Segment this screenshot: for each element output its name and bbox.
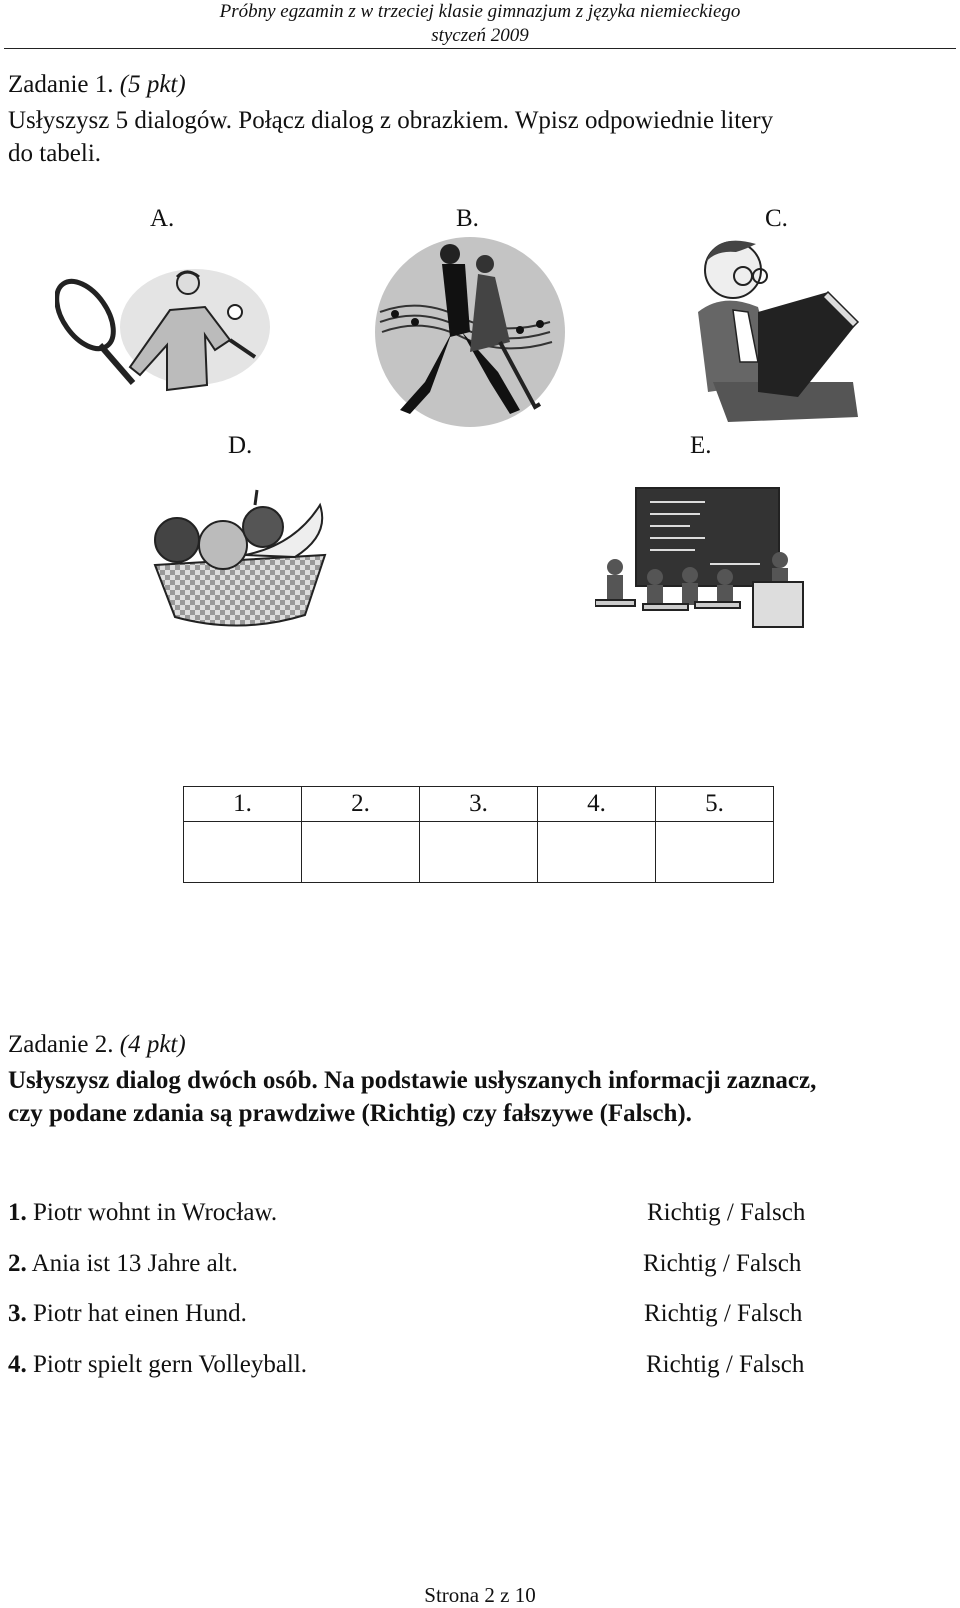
task2-instruction-line2: czy podane zdania są prawdziwe (Richtig) czy fałszywe (Falsch). [8,1100,692,1127]
fruit-basket-icon [145,485,335,630]
picture-label-c: C. [765,205,788,232]
statement-2 [8,1250,238,1278]
answer-cell-3[interactable] [420,822,538,883]
answer-col-2: 2. [302,787,420,822]
answer-table-input-row [184,822,774,883]
statement-number: 2. [8,1250,27,1277]
task2-instruction-line1: Usłyszysz dialog dwóch osób. Na podstawie usłyszanych informacji zaznacz, [8,1067,817,1094]
statement-3 [8,1300,247,1328]
task1-title: Zadanie 1. [8,71,114,98]
boy-reading-icon [688,232,868,427]
statement-2-options[interactable]: Richtig / Falsch [643,1250,802,1277]
exam-date: styczeń 2009 [431,25,529,46]
answer-cell-4[interactable] [538,822,656,883]
answer-col-1: 1. [184,787,302,822]
answer-table-header-row [184,787,774,822]
answer-cell-2[interactable] [302,822,420,883]
page-header [0,0,960,48]
answer-cell-5[interactable] [656,822,774,883]
statement-number: 1. [8,1199,27,1226]
task2-instruction [8,1064,953,1130]
task1-points: (5 pkt) [119,71,186,98]
statement-4 [8,1351,307,1379]
statement-number: 3. [8,1300,27,1327]
exam-title: Próbny egzamin z w trzeciej klasie gimnazjum z języka niemieckiego [219,1,741,22]
task1-heading [8,71,186,99]
statement-4-options[interactable]: Richtig / Falsch [646,1351,805,1378]
classroom-icon [595,482,810,634]
answer-col-3: 3. [420,787,538,822]
task1-instruction-line2: do tabeli. [8,140,102,167]
statement-1 [8,1199,277,1227]
statement-text: Piotr wohnt in Wrocław. [33,1199,278,1226]
header-divider [4,48,956,49]
statement-3-options[interactable]: Richtig / Falsch [644,1300,803,1327]
task2-title: Zadanie 2. [8,1031,114,1058]
task2-points: (4 pkt) [119,1031,186,1058]
task1-instruction-line1: Usłyszysz 5 dialogów. Połącz dialog z obrazkiem. Wpisz odpowiednie litery [8,107,774,134]
statement-text: Ania ist 13 Jahre alt. [31,1250,238,1277]
statement-text: Piotr hat einen Hund. [33,1300,247,1327]
picture-label-d: D. [228,432,253,459]
statement-text: Piotr spielt gern Volleyball. [33,1351,308,1378]
statement-number: 4. [8,1351,27,1378]
picture-label-a: A. [150,205,175,232]
task1-instruction [8,104,953,170]
answer-cell-1[interactable] [184,822,302,883]
answer-table [183,786,774,883]
task2-heading [8,1031,186,1059]
page-number: Strona 2 z 10 [424,1583,536,1607]
answer-col-4: 4. [538,787,656,822]
dancing-couple-icon [370,232,570,432]
tennis-player-icon [55,265,270,405]
statement-1-options[interactable]: Richtig / Falsch [647,1199,806,1226]
picture-label-e: E. [690,432,712,459]
picture-label-b: B. [456,205,479,232]
answer-col-5: 5. [656,787,774,822]
